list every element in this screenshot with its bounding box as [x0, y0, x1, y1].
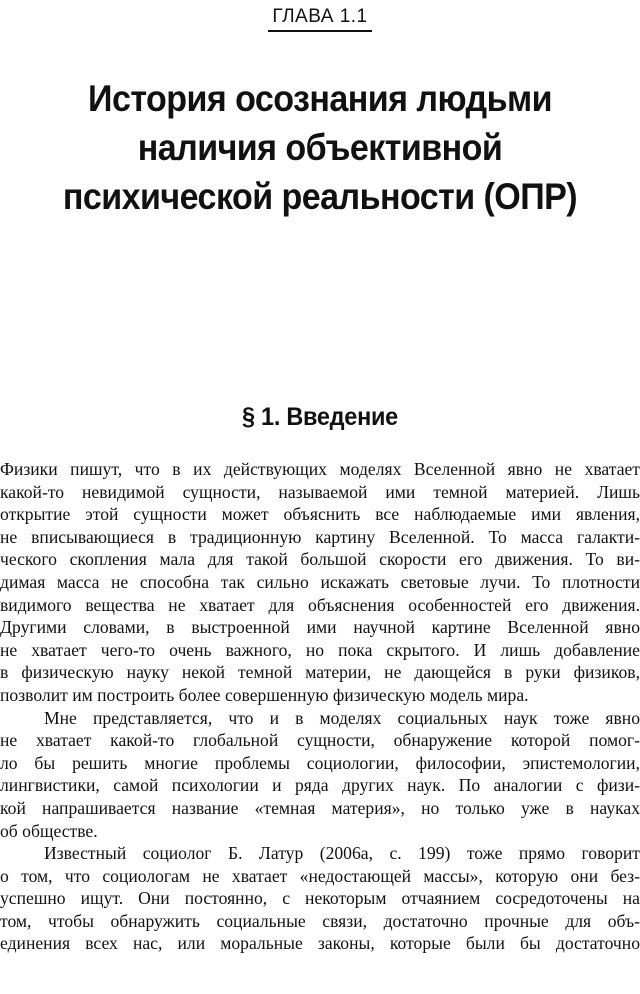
text-line: том, чтобы обнаружить социальные связи, достаточно прочные для объ- [0, 910, 640, 931]
text-line: Мне представляется, что и в моделях социальных наук тоже явно [44, 707, 640, 728]
section-heading: § 1. Введение [242, 403, 398, 431]
body-text [0, 458, 640, 955]
text-line: не хватает какой-то глобальной сущности, обнаружение которой помог- [0, 730, 640, 751]
chapter-title-line: История осознания людьми [88, 78, 552, 119]
text-line: Другими словами, в выстроенной ими научной картине Вселенной явно [0, 617, 640, 638]
text-line: о том, что социологам не хватает «недостающей массы», которую они без- [0, 865, 640, 886]
text-line: позволит им построить более совершенную физическую модель мира. [0, 684, 529, 705]
text-line: лингвистики, самой психологии и ряда других наук. По аналогии с физи- [0, 775, 640, 796]
text-line: ло бы решить многие проблемы социологии, философии, эпистемологии, [0, 752, 640, 773]
chapter-label [0, 6, 640, 32]
text-line: Известный социолог Б. Латур (2006а, с. 199) тоже прямо говорит [44, 843, 640, 864]
text-line: не вписывающиеся в традиционную картину Вселенной. То масса галакти- [0, 526, 640, 547]
chapter-label-text: ГЛАВА 1.1 [268, 6, 371, 32]
text-line: какой-то невидимой сущности, называемой ими темной материей. Лишь [0, 481, 640, 502]
chapter-title-line: психической реальности (ОПР) [62, 176, 578, 217]
text-line: успешно ищут. Они постоянно, с некоторым отчаянием сосредоточены на [0, 888, 640, 909]
text-line: открытие этой сущности может объяснить все наблюдаемые ими явления, [0, 504, 640, 525]
text-line: единения всех нас, или моральные законы, которые были бы достаточно [0, 933, 640, 954]
text-line: ческого скопления мала для такой большой скорости его движения. То ви- [0, 549, 640, 570]
text-line: кой напрашивается название «темная материя», но только уже в науках [0, 797, 640, 818]
chapter-title-line: наличия объективной [137, 127, 503, 168]
text-line: не хватает чего-то очень важного, но пока скрытого. И лишь добавление [0, 639, 640, 660]
text-line: димая масса не способна так сильно искажать световые лучи. То плотности [0, 571, 640, 592]
chapter-title [26, 74, 615, 221]
text-line: об обществе. [0, 820, 98, 841]
text-line: Физики пишут, что в их действующих моделях Вселенной явно не хватает [0, 459, 640, 479]
text-line: в физическую науку некой темной материи, не дающейся в руки физиков, [0, 662, 640, 683]
text-line: видимого вещества не хватает для объяснения особенностей его движения. [0, 594, 640, 615]
